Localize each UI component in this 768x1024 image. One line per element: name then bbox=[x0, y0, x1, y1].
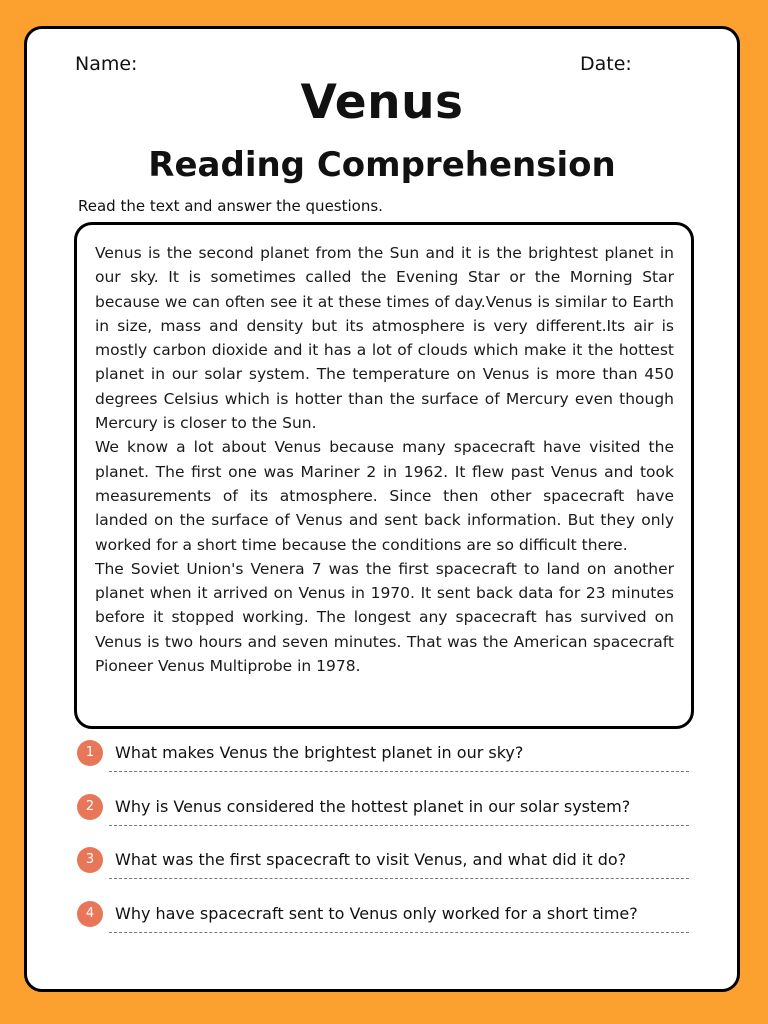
worksheet-page bbox=[24, 26, 740, 992]
passage-paragraph: Venus is the second planet from the Sun and it is the brightest planet in our sky. It is sometimes called the Evening Star or the Morning Star because we can often see it at these times of day.Venus is similar to Earth in size, mass and density but its atmosphere is very different.Its air is mostly carbon dioxide and it has a lot of clouds which make it the hottest planet in our solar system. The temperature on Venus is more than 450 degrees Celsius which is hotter than the surface of Mercury even though Mercury is closer to the Sun. bbox=[95, 244, 674, 433]
question-text: Why is Venus considered the hottest planet in our solar system? bbox=[115, 797, 631, 816]
answer-line[interactable] bbox=[109, 932, 689, 933]
passage-paragraph: We know a lot about Venus because many spacecraft have visited the planet. The first one was Mariner 2 in 1962. It flew past Venus and took measurements of its atmosphere. Since then other spacecraft have landed on the surface of Venus and sent back information. But they only worked for a short time because the conditions are so difficult there. bbox=[95, 438, 674, 554]
date-label: Date: bbox=[580, 53, 632, 75]
question-text: What was the first spacecraft to visit Venus, and what did it do? bbox=[115, 850, 627, 869]
answer-line[interactable] bbox=[109, 825, 689, 826]
question-text: Why have spacecraft sent to Venus only worked for a short time? bbox=[115, 904, 638, 923]
passage-paragraph: The Soviet Union's Venera 7 was the first spacecraft to land on another planet when it arrived on Venus in 1970. It sent back data for 23 minutes before it stopped working. The longest any spacecraft has survived on Venus is two hours and seven minutes. That was the American spacecraft Pioneer Venus Multiprobe in 1978. bbox=[95, 559, 674, 676]
reading-passage bbox=[74, 222, 694, 729]
answer-line[interactable] bbox=[109, 771, 689, 772]
question-2 bbox=[77, 794, 697, 846]
question-3 bbox=[77, 847, 697, 899]
instructions: Read the text and answer the questions. bbox=[78, 197, 383, 215]
question-number-badge: 4 bbox=[77, 901, 103, 927]
question-number-badge: 1 bbox=[77, 740, 103, 766]
page-title: Venus bbox=[300, 75, 464, 130]
question-1 bbox=[77, 740, 697, 792]
name-label: Name: bbox=[75, 53, 138, 75]
answer-line[interactable] bbox=[109, 878, 689, 879]
page-subtitle: Reading Comprehension bbox=[148, 145, 616, 185]
question-text: What makes Venus the brightest planet in our sky? bbox=[115, 743, 524, 762]
question-4 bbox=[77, 901, 697, 953]
question-number-badge: 2 bbox=[77, 794, 103, 820]
question-number-badge: 3 bbox=[77, 847, 103, 873]
